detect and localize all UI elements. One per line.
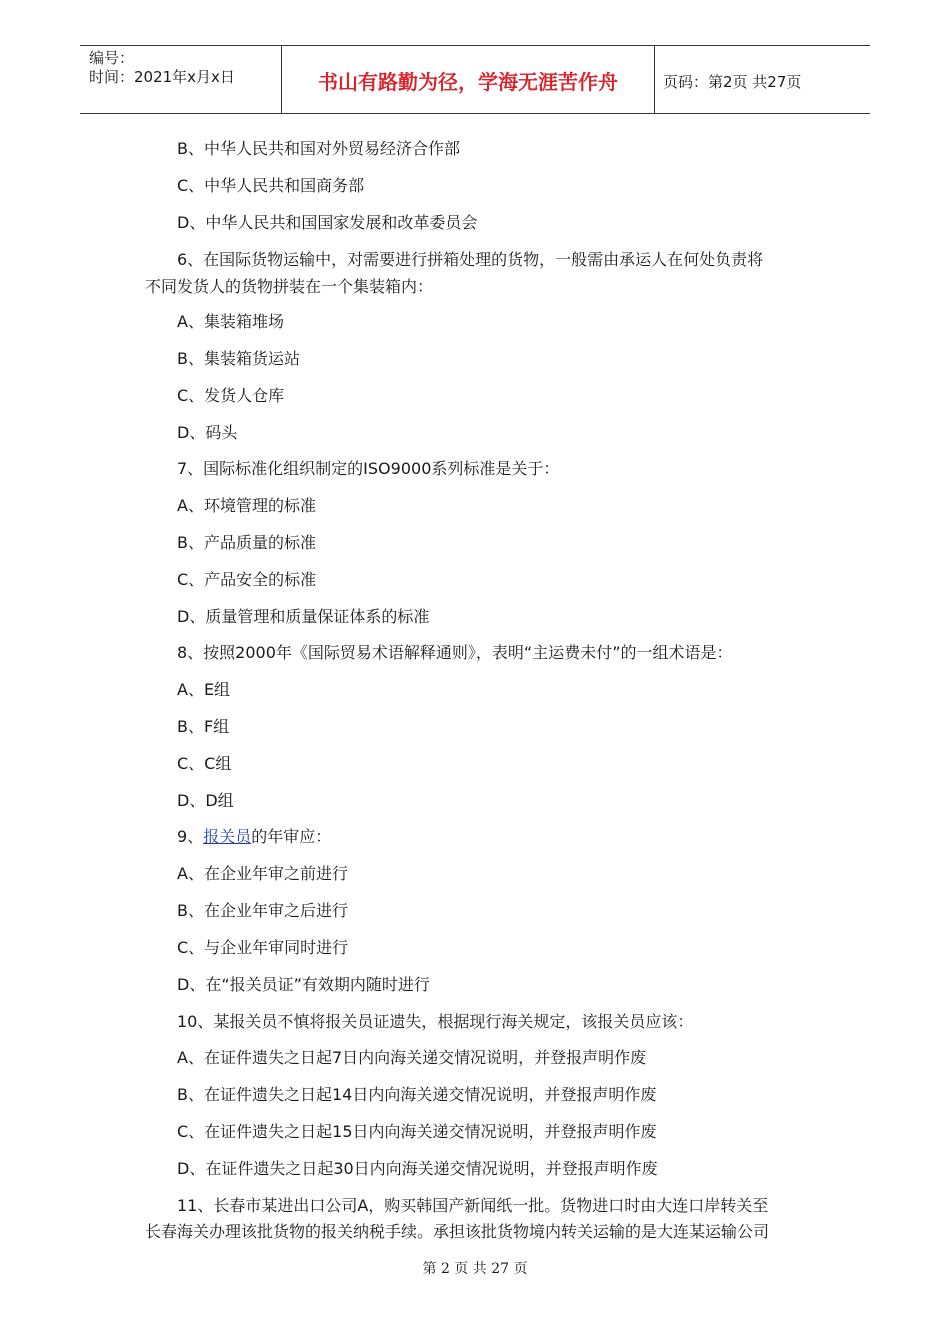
option-c: C、在证件遗失之日起15日内向海关递交情况说明，并登报声明作废 <box>177 1122 657 1141</box>
option-b: B、集装箱货运站 <box>177 349 300 368</box>
option-d: D、在“报关员证”有效期内随时进行 <box>177 975 430 994</box>
option-c: C、C组 <box>177 754 232 773</box>
option-c: C、发货人仓库 <box>177 386 285 405</box>
option-a: A、在企业年审之前进行 <box>177 864 348 883</box>
question-11: 11、长春市某进出口公司A，购买韩国产新闻纸一批。货物进口时由大连口岸转关至 <box>177 1196 769 1215</box>
customs-broker-link[interactable]: 报关员 <box>203 827 252 846</box>
question-9 <box>177 826 331 848</box>
option-d: D、中华人民共和国国家发展和改革委员会 <box>177 213 478 232</box>
option-b: B、在企业年审之后进行 <box>177 901 348 920</box>
question-11-cont: 长春海关办理该批货物的报关纳税手续。承担该批货物境内转关运输的是大连某运输公司 <box>145 1222 770 1241</box>
header-rule-bottom <box>80 113 870 114</box>
option-a: A、E组 <box>177 680 231 699</box>
date-label: 时间：2021年x月x日 <box>89 68 235 86</box>
option-a: A、集装箱堆场 <box>177 312 284 331</box>
header-rule-top <box>80 45 870 46</box>
page-info: 页码：第2页 共27页 <box>663 73 802 91</box>
header-meta <box>89 49 235 87</box>
motto: 书山有路勤为径，学海无涯苦作舟 <box>318 70 618 94</box>
option-c: C、与企业年审同时进行 <box>177 938 349 957</box>
option-c: C、中华人民共和国商务部 <box>177 176 365 195</box>
option-d: D、D组 <box>177 791 234 810</box>
question-9-prefix: 9、 <box>177 827 204 846</box>
question-10: 10、某报关员不慎将报关员证遗失，根据现行海关规定，该报关员应该： <box>177 1012 694 1031</box>
option-b: B、产品质量的标准 <box>177 533 316 552</box>
question-7: 7、国际标准化组织制定的ISO9000系列标准是关于： <box>177 459 560 478</box>
option-a: A、在证件遗失之日起7日内向海关递交情况说明，并登报声明作废 <box>177 1048 647 1067</box>
option-d: D、在证件遗失之日起30日内向海关递交情况说明，并登报声明作废 <box>177 1159 658 1178</box>
option-d: D、质量管理和质量保证体系的标准 <box>177 607 430 626</box>
option-a: A、环境管理的标准 <box>177 496 316 515</box>
option-b: B、F组 <box>177 717 230 736</box>
option-c: C、产品安全的标准 <box>177 570 317 589</box>
option-d: D、码头 <box>177 423 238 442</box>
question-8: 8、按照2000年《国际贸易术语解释通则》，表明“主运费未付”的一组术语是： <box>177 643 733 662</box>
option-b: B、中华人民共和国对外贸易经济合作部 <box>177 139 460 158</box>
number-label: 编号： <box>89 49 135 67</box>
page-footer: 第 2 页 共 27 页 <box>422 1261 528 1277</box>
question-6: 6、在国际货物运输中，对需要进行拼箱处理的货物，一般需由承运人在何处负责将 <box>177 250 764 269</box>
question-6-cont: 不同发货人的货物拼装在一个集装箱内： <box>145 277 434 296</box>
option-b: B、在证件遗失之日起14日内向海关递交情况说明，并登报声明作废 <box>177 1085 657 1104</box>
header-divider-2 <box>654 45 655 113</box>
question-9-suffix: 的年审应： <box>251 827 332 846</box>
